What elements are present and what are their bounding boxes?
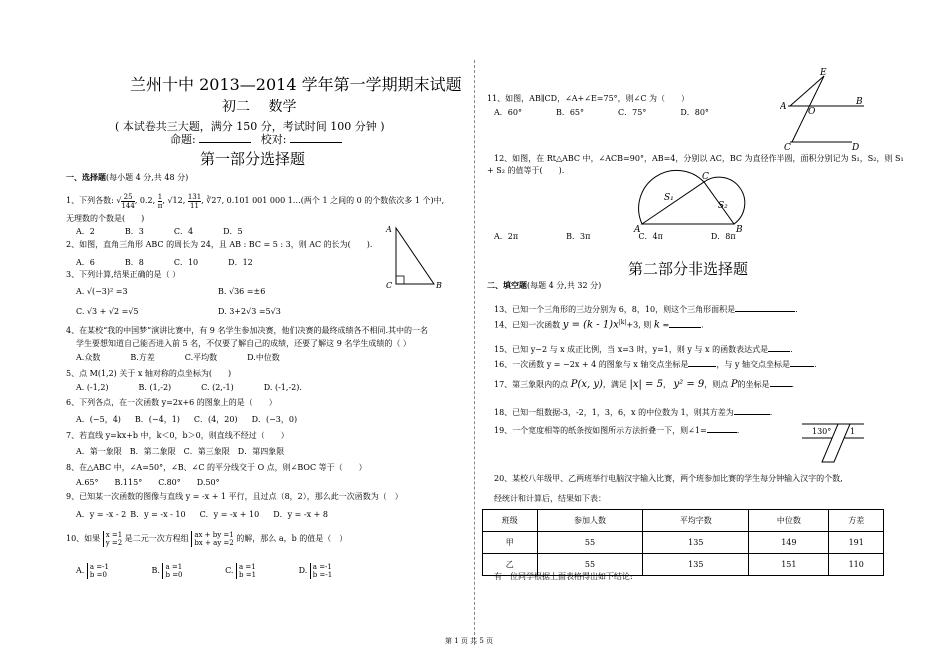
score-table [482,509,884,576]
table-header-row [483,510,884,532]
question-7: 7、若直线 y=kx+b 中，k＜0，b＞0，则直线不经过（ ） [66,431,289,440]
question-5-options: A. (-1,2) B. (1,-2) C. (2,-1) D. (-1,-2). [76,383,302,392]
question-3: 3、下列计算,结果正确的是（ ） [66,270,181,279]
vertex-label: B [436,281,442,290]
table-cell: 151 [749,554,829,576]
vertex-label: A [780,102,787,112]
part2-heading: 第二部分非选择题 [628,260,749,278]
fraction: $\frac{25}{144}$ [121,192,135,210]
question-5: 5、点 M(1,2) 关于 x 轴对称的点坐标为( ) [66,369,232,378]
question-12-cont: + S₂ 的值等于( ). [487,166,565,175]
question-11-options: A．60° B．65° C．75° D．80° [494,108,709,117]
question-14: 14、已知一次函数 $y = (k - 1)x^{|k|}+3$, 则 k = . [494,319,704,331]
equation-system: x =1 y =2 [103,531,123,547]
vertex-label: C [702,172,709,182]
folded-strip-figure [800,418,866,464]
question-4-cont: 学生要想知道自己能否进入前 5 名，不仅要了解自己的成绩，还要了解这 9 名学生成绩的（ ） [76,339,411,348]
table-cell: 110 [829,554,884,576]
table-cell: 135 [643,532,749,554]
parallel-lines-figure [780,66,870,152]
setter-label: 命题: [170,133,196,146]
question-9-options: A．y = -x - 2 B．y = -x - 10 C．y = -x + 10 D．y = -x + 8 [76,510,329,519]
vertex-label: D [852,143,860,152]
exam-title: 兰州十中 2013—2014 学年第一学期期末试题 [130,75,462,94]
question-1-options: A．2 B．3 C．4 D．5 [76,227,243,236]
question-15: 15、已知 y−2 与 x 成正比例，当 x=3 时，y=1，则 y 与 x 的函数表达式是 . [494,345,793,354]
question-18: 18、已知一组数据-3，-2，1，3，6，x 的中位数为 1，则其方差为 . [494,408,773,417]
vertex-label: E [820,68,827,78]
angle-label: 130° [812,427,832,436]
question-4-options: A.众数 B.方差 C.平均数 D.中位数 [76,353,280,362]
question-7-options: A．第一象限 B．第二象限 C．第三象限 D．第四象限 [76,447,285,456]
exam-note: ( 本试卷共三大题，满分 150 分，考试时间 100 分钟 ) [115,120,385,133]
area-label: S₂ [718,201,728,211]
setter-line [170,131,342,147]
question-12: 12、如图，在 Rt△ABC 中，∠ACB=90°，AB=4，分别以 AC，BC 为直径作半圆，面积分别记为 S₁，S₂，则 S₁ [494,154,904,163]
question-8: 8、在△ABC 中，∠A=50°，∠B、∠C 的平分线交于 O 点，则∠BOC 等于（ ） [66,463,367,472]
question-10: 10、如果 x =1 y =2 是二元一次方程组 ax + by =1 bx + ay =2 的解，那么 a，b 的值是（ ） [66,531,348,547]
area-label: S₁ [664,193,674,203]
table-header: 方差 [829,510,884,532]
table-cell: 55 [537,532,643,554]
semicircles-figure [630,166,758,236]
question-1-tail: 无理数的个数是( ) [66,214,145,223]
question-12-options: A．2π B．3π C．4π D．8π [494,232,736,241]
table-cell: 乙 [483,554,538,576]
question-11: 11、如图，AB∥CD，∠A+∠E=75°，则∠C 为（ ） [487,94,690,103]
table-header: 平均字数 [643,510,749,532]
equation-system: ax + by =1 bx + ay =2 [191,531,233,547]
question-3-option-c: C. √3 + √2 =√5 [76,307,139,316]
vertex-label: C [784,143,791,152]
question-3-option-a: A. √(−3)² =3 [76,287,128,296]
question-2-options: A．6 B．8 C．10 D．12 [76,258,253,267]
question-1: 1、下列各数: √ $\frac{25}{144}$ , 0.2, $\frac{1}{\pi}$ , √12, $\frac{131}{11}$ , ∛27, 0.101 001 000 1…(两个 1 之间的 0 的个数依次多 1 个)中, [66,192,445,210]
question-8-options: A.65° B.115° C.80° D.50° [76,478,220,487]
table-row [483,532,884,554]
question-3-option-b: B. √36 =±6 [218,287,266,296]
table-header: 中位数 [749,510,829,532]
question-3-option-d: D. 3+2√3 =5√3 [218,307,281,316]
angle-label: 1 [850,427,856,436]
table-header: 参加人数 [537,510,643,532]
column-divider [474,60,475,645]
right-triangle-figure [384,220,444,292]
vertex-label: A [634,225,641,235]
vertex-label: A [386,225,392,234]
question-13: 13、已知一个三角形的三边分别为 6，8，10，则这个三角形面积是 . [494,305,798,314]
checker-blank [290,134,342,143]
question-9: 9、已知某一次函数的图像与直线 y = -x + 1 平行，且过点（8，2），那么此一次函数为（ ） [66,492,403,501]
table-cell: 149 [749,532,829,554]
checker-label: 校对: [260,133,287,146]
setter-blank [199,134,251,143]
section1-title: 一、选择题(每小题 4 分,共 48 分) [66,172,189,182]
vertex-label: C [386,281,393,290]
question-17: 17、第三象限内的点 P(x, y)，满足 |x| = 5， y² = 9，则点 P的坐标是 . [494,379,795,390]
question-20: 20、某校八年级甲、乙两班举行电脑汉字输入比赛，两个班参加比赛的学生每分钟输入汉字的个数, [494,474,843,483]
question-6: 6、下列各点，在一次函数 y=2x+6 的图象上的是（ ） [66,398,277,407]
table-cell: 55 [537,554,643,576]
question-20-tail: 有一位同学根据上面表格得出如下结论: [494,572,633,581]
part1-heading: 第一部分选择题 [200,150,306,168]
section2-title: 二、填空题(每题 4 分,共 32 分) [487,280,602,290]
vertex-label: B [856,97,863,107]
option: B. a =1 b =0 [151,563,183,579]
question-16: 16、一次函数 y = −2x + 4 的图象与 x 轴交点坐标是 ，与 y 轴交点坐标是 . [494,360,817,369]
table-cell: 191 [829,532,884,554]
table-header: 班级 [483,510,538,532]
fraction: $\frac{131}{11}$ [187,192,202,210]
option: C. a =1 b =1 [225,563,257,579]
question-19: 19、一个宽度相等的纸条按如图所示方法折叠一下，则∠1= . [494,426,740,435]
option: D. a =-1 b =-1 [298,563,333,579]
question-2: 2、如图，直角三角形 ABC 的周长为 24，且 AB : BC = 5 : 3，则 AC 的长为( ). [66,240,373,249]
option: A. a =-1 b =0 [76,563,109,579]
page-footer: 第 1 页 共 5 页 [445,637,494,645]
table-cell: 135 [643,554,749,576]
vertex-label: O [808,107,816,117]
vertex-label: B [736,225,743,235]
question-20-cont: 经统计和计算后，结果如下表： [494,494,606,503]
question-6-options: A．(−5，4) B．(−4，1) C．(4，20) D．(−3，0) [76,415,298,424]
question-10-options [76,560,332,582]
fraction: $\frac{1}{\pi}$ [157,192,163,210]
question-4: 4、在某校“我的中国梦”演讲比赛中，有 9 名学生参加决赛，他们决赛的最终成绩各不相同.其中的一名 [66,326,428,335]
table-cell: 甲 [483,532,538,554]
exam-subject: 初二 数学 [222,99,297,115]
